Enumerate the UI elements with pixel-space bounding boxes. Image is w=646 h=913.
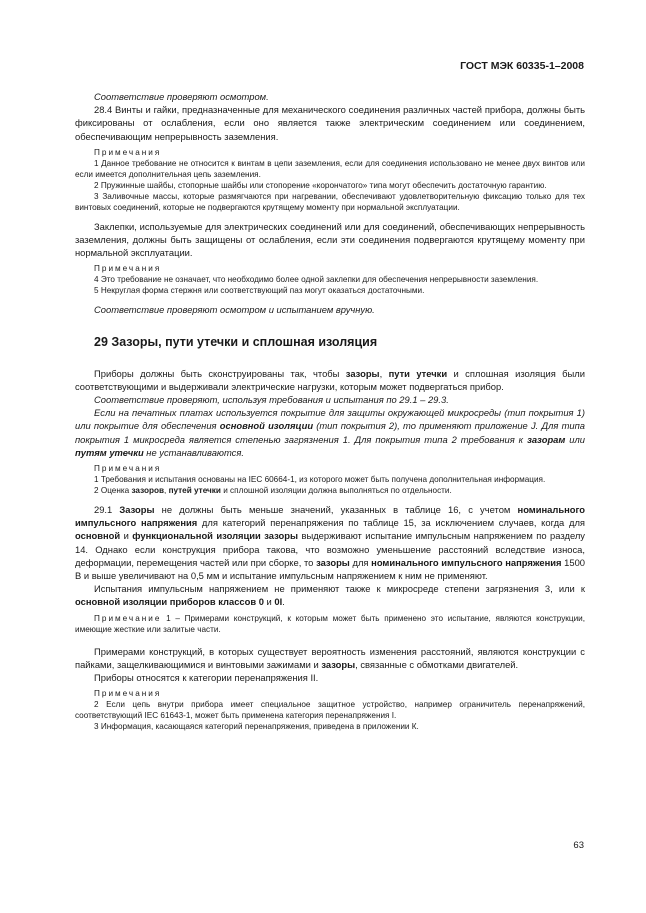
spacer	[75, 296, 585, 303]
spacer	[75, 213, 585, 220]
text-run: 2 Если цепь внутри прибора имеет специальное защитное устройство, например ограничитель перенапряжений, соответствующий IEC 61643-1, может быть применена категория перенапряжения I.	[75, 700, 585, 721]
paragraph	[75, 90, 585, 103]
term-bold: номинального импульсного напряжения	[371, 556, 562, 568]
text-run: Заклепки, используемые для электрических соединений или для соединений, обеспечивающих непрерывность заземления, должны быть защищены от ослабления, если эти соединения подвергаются крутящему моменту при нормальной эксплуатации.	[75, 220, 585, 259]
term-bold: 0I	[274, 596, 283, 608]
text-run: и	[120, 530, 133, 542]
text-run: Примечания	[94, 689, 162, 699]
text-run: для категорий перенапряжения по таблице 15, за исключением случаев, когда для	[197, 517, 585, 529]
term-bold: зазоры	[321, 658, 356, 670]
text-run: для	[349, 556, 372, 568]
paragraph	[75, 103, 585, 143]
paragraph	[75, 582, 585, 608]
document-header: ГОСТ МЭК 60335-1–2008	[460, 60, 584, 72]
text-run: 29 Зазоры, пути утечки и сплошная изоляция	[94, 334, 378, 349]
note-item	[75, 274, 585, 285]
text-run: 1 Данное требование не относится к винтам в цепи заземления, если для соединения использовано не менее двух винтов или если имеется дополнительная цепь заземления.	[75, 158, 585, 179]
notes-heading	[75, 147, 585, 158]
text-run: 4 Это требование не означает, что необходимо более одной заклепки для обеспечения непрерывности заземления.	[94, 275, 539, 285]
text-run: ,	[164, 486, 169, 496]
note-item	[75, 191, 585, 213]
page-number: 63	[573, 840, 584, 851]
text-run: ,	[379, 367, 389, 379]
note-item	[75, 474, 585, 485]
text-run: 5 Некруглая форма стержня или соответствующий паз могут оказаться достаточными.	[94, 286, 425, 296]
text-run: не устанавливаются.	[143, 446, 244, 458]
text-run: 2 Пружинные шайбы, стопорные шайбы или стопорение «корончатого» типа могут обеспечить достаточную гарантию.	[94, 180, 547, 190]
text-run: Соответствие проверяют, используя требования и испытания по 29.1 – 29.3.	[94, 394, 449, 406]
paragraph	[75, 220, 585, 260]
text-run: Примечания	[94, 464, 162, 474]
spacer	[75, 349, 585, 367]
note-item	[75, 721, 585, 732]
note-item	[75, 699, 585, 721]
text-run: Приборы должны быть сконструированы так, чтобы	[94, 367, 346, 379]
notes-heading	[75, 463, 585, 474]
text-run: и сплошной изоляции должна выполняться по отдельности.	[220, 486, 452, 496]
term-bold: зазоры	[345, 367, 380, 379]
term-bold: основной	[75, 530, 121, 542]
note-item	[75, 485, 585, 496]
text-run: Приборы относятся к категории перенапряжения II.	[94, 672, 319, 684]
text-run: не должны быть меньше значений, указанных в таблице 16, с учетом	[154, 504, 518, 516]
spacer	[75, 635, 585, 645]
text-run: 3 Информация, касающаяся категорий перенапряжения, приведена в приложении К.	[94, 722, 419, 732]
term-bold: Зазоры	[119, 504, 155, 516]
text-run: 28.4 Винты и гайки, предназначенные для механического соединения различных частей прибора, должны быть фиксированы от ослабления, если оно является также электрическим соединением или соединением, обеспечивающим непрерывность заземления.	[75, 104, 585, 142]
term-bold: функциональной изоляции зазоры	[132, 530, 299, 542]
term-bold: номинального импульсного напряжения	[75, 504, 585, 529]
text-run: (тип покрытия 2), то применяют приложение J. Для типа покрытия 1 микросреда является степенью загрязнения 1. Для покрытия типа 2 требования к	[75, 420, 585, 445]
text-run: Примечание	[94, 613, 162, 623]
text-run: Примечания	[94, 264, 162, 274]
text-run: и	[263, 596, 275, 608]
notes-heading	[75, 688, 585, 699]
note-item	[75, 613, 585, 635]
text-run: и сплошная изоляция были соответствующими и выдерживали электрические нагрузки, которым может подвергаться прибор.	[75, 367, 585, 392]
paragraph	[75, 367, 585, 393]
text-run: Примерами конструкций, в которых существует вероятность изменения расстояний, являются конструкции с пайками, защелкивающимися и винтовыми зажимами и	[75, 645, 585, 670]
spacer	[75, 496, 585, 503]
text-run: Примечания	[94, 147, 162, 157]
text-run: .	[282, 596, 285, 608]
note-item	[75, 158, 585, 180]
section-heading	[75, 335, 585, 349]
term-bold: зазоры	[316, 556, 350, 568]
text-run: , связанные с обмотками двигателей.	[355, 658, 519, 670]
term-bold: основной изоляции	[219, 420, 314, 432]
term-bold: зазоров	[131, 486, 164, 496]
term-bold: путям утечки	[75, 446, 144, 458]
document-body	[75, 90, 585, 732]
term-bold: зазорам	[527, 433, 566, 445]
paragraph	[75, 503, 585, 582]
text-run: или	[565, 433, 586, 445]
text-run: 3 Заливочные массы, которые размягчаются при нагревании, обеспечивают удовлетворительную фиксацию только для тех винтовых соединений, которые не подвергаются крутящему моменту при нормальной эксплуатации.	[75, 191, 585, 212]
spacer	[75, 317, 585, 335]
text-run: 2 Оценка	[94, 486, 132, 496]
paragraph	[75, 645, 585, 671]
term-bold: пути утечки	[388, 367, 448, 379]
term-bold: основной изоляции приборов классов 0	[75, 596, 264, 608]
notes-heading	[75, 263, 585, 274]
note-item	[75, 285, 585, 296]
text-run: Соответствие проверяют осмотром.	[94, 91, 269, 102]
term-bold: путей утечки	[168, 486, 221, 496]
paragraph	[75, 671, 585, 684]
text-run: выдерживают испытание импульсным напряжением по разделу 14. Однако если конструкция прибора такова, что возможно уменьшение расстояний вследствие износа, деформации, перемещения частей или при сборке, то	[75, 530, 585, 568]
text-run: Соответствие проверяют осмотром и испытанием вручную.	[94, 304, 375, 316]
paragraph	[75, 303, 585, 316]
text-run: Испытания импульсным напряжением не применяют также к микросреде степени загрязнения 3, или к	[94, 583, 585, 595]
paragraph	[75, 393, 585, 406]
text-run: Если на печатных платах используется покрытие для защиты окружающей микросреды (тип покрытия 1) или покрытие для обеспечения	[75, 407, 585, 432]
text-run: 1 Требования и испытания основаны на IEC 60664-1, из которого может быть получена дополнительная информация.	[94, 475, 546, 485]
paragraph	[75, 406, 585, 459]
text-run: 1 – Примерами конструкций, к которым может быть применено это испытание, являются конструкции, имеющие жесткие или залитые части.	[75, 613, 585, 634]
note-item	[75, 180, 585, 191]
text-run: 29.1	[94, 504, 120, 516]
text-run: 1500 В и выше увеличивают на 0,5 мм и испытание импульсным напряжением к ним не применяют.	[75, 556, 585, 582]
